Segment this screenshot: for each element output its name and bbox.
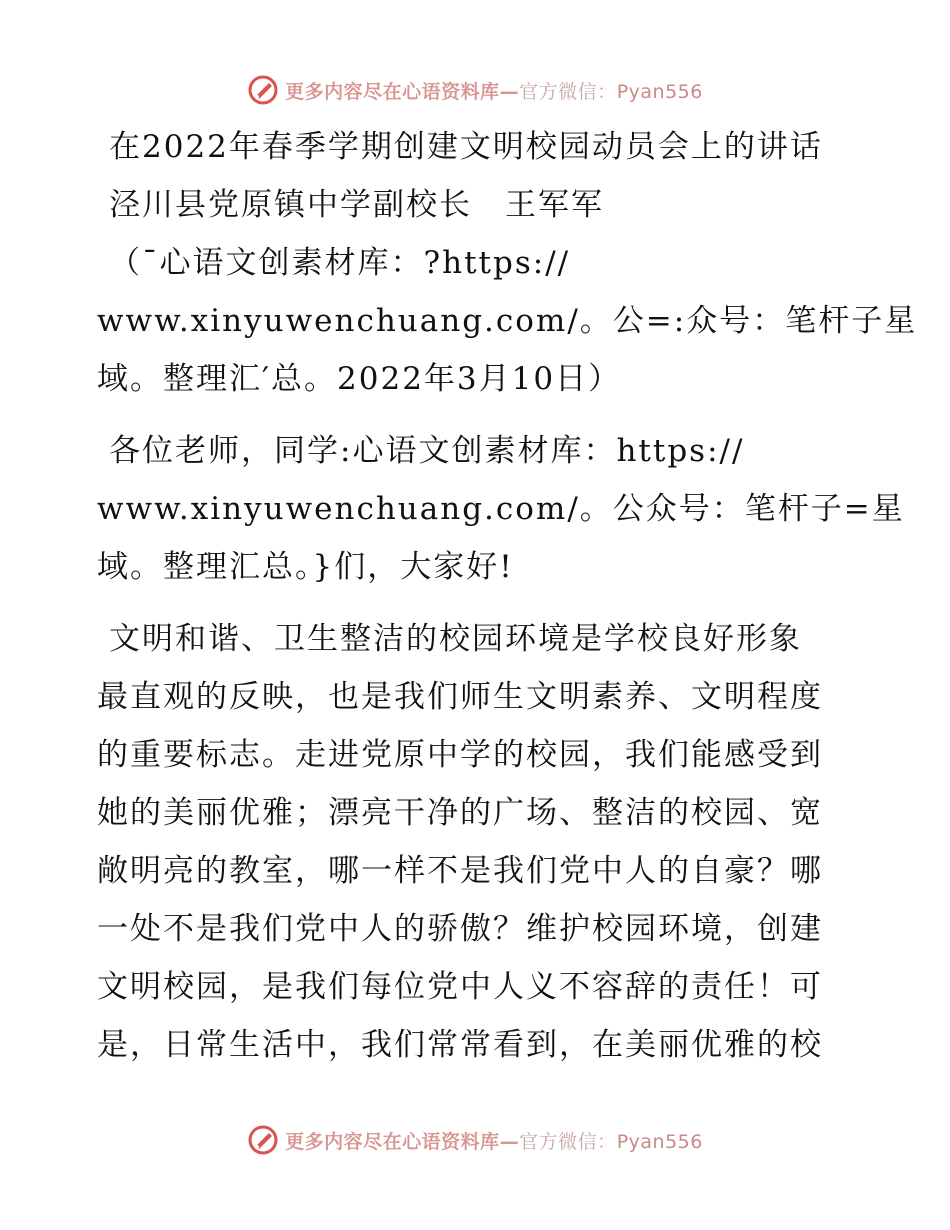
banner-prefix: 更多内容尽在心语资料库	[285, 1130, 500, 1153]
banner-official: 官方微信：	[519, 1130, 617, 1153]
paragraph-gap	[97, 596, 857, 610]
body-line-7: 文明校园，是我们每位党中人义不容辞的责任！可	[97, 969, 823, 1005]
paragraph-gap	[97, 408, 857, 422]
document-title: 在2022年春季学期创建文明校园动员会上的讲话	[109, 129, 823, 165]
header-watermark-banner	[0, 72, 950, 108]
pen-logo-icon	[247, 74, 279, 106]
body-line-2: 最直观的反映，也是我们师生文明素养、文明程度	[97, 679, 823, 715]
pen-logo-icon	[247, 1124, 279, 1156]
banner-dash: —	[499, 80, 520, 103]
body-line-8: 是，日常生活中，我们常常看到，在美丽优雅的校	[97, 1027, 823, 1063]
banner-wechat-id: Pyan556	[616, 1130, 703, 1153]
banner-text	[285, 1127, 703, 1154]
greeting-line-1: 各位老师，同学:心语文创素材库：https://	[109, 433, 745, 469]
body-line-6: 一处不是我们党中人的骄傲？维护校园环境，创建	[97, 911, 823, 947]
note-line-2: www.xinyuwenchuang.com/。公=:众号：笔杆子星	[97, 303, 918, 339]
document-body	[97, 118, 918, 1074]
body-line-1: 文明和谐、卫生整洁的校园环境是学校良好形象	[109, 621, 802, 657]
banner-wechat-id: Pyan556	[616, 80, 703, 103]
banner-text	[285, 77, 703, 104]
banner-prefix: 更多内容尽在心语资料库	[285, 80, 500, 103]
greeting-line-3: 域。整理汇总。}们，大家好!	[97, 549, 514, 585]
greeting-line-2: www.xinyuwenchuang.com/。公众号：笔杆子=星	[97, 491, 905, 527]
note-line-1: （¯心语文创素材库：?https://	[109, 245, 571, 281]
body-line-4: 她的美丽优雅；漂亮干净的广场、整洁的校园、宽	[97, 795, 823, 831]
body-line-5: 敞明亮的教室，哪一样不是我们党中人的自豪？哪	[97, 853, 823, 889]
footer-watermark-banner	[0, 1122, 950, 1158]
note-line-3: 域。整理汇′总。2022年3月10日）	[97, 361, 622, 397]
body-line-3: 的重要标志。走进党原中学的校园，我们能感受到	[97, 737, 823, 773]
banner-official: 官方微信：	[519, 80, 617, 103]
banner-dash: —	[499, 1130, 520, 1153]
author-line: 泾川县党原镇中学副校长 王军军	[109, 187, 604, 223]
